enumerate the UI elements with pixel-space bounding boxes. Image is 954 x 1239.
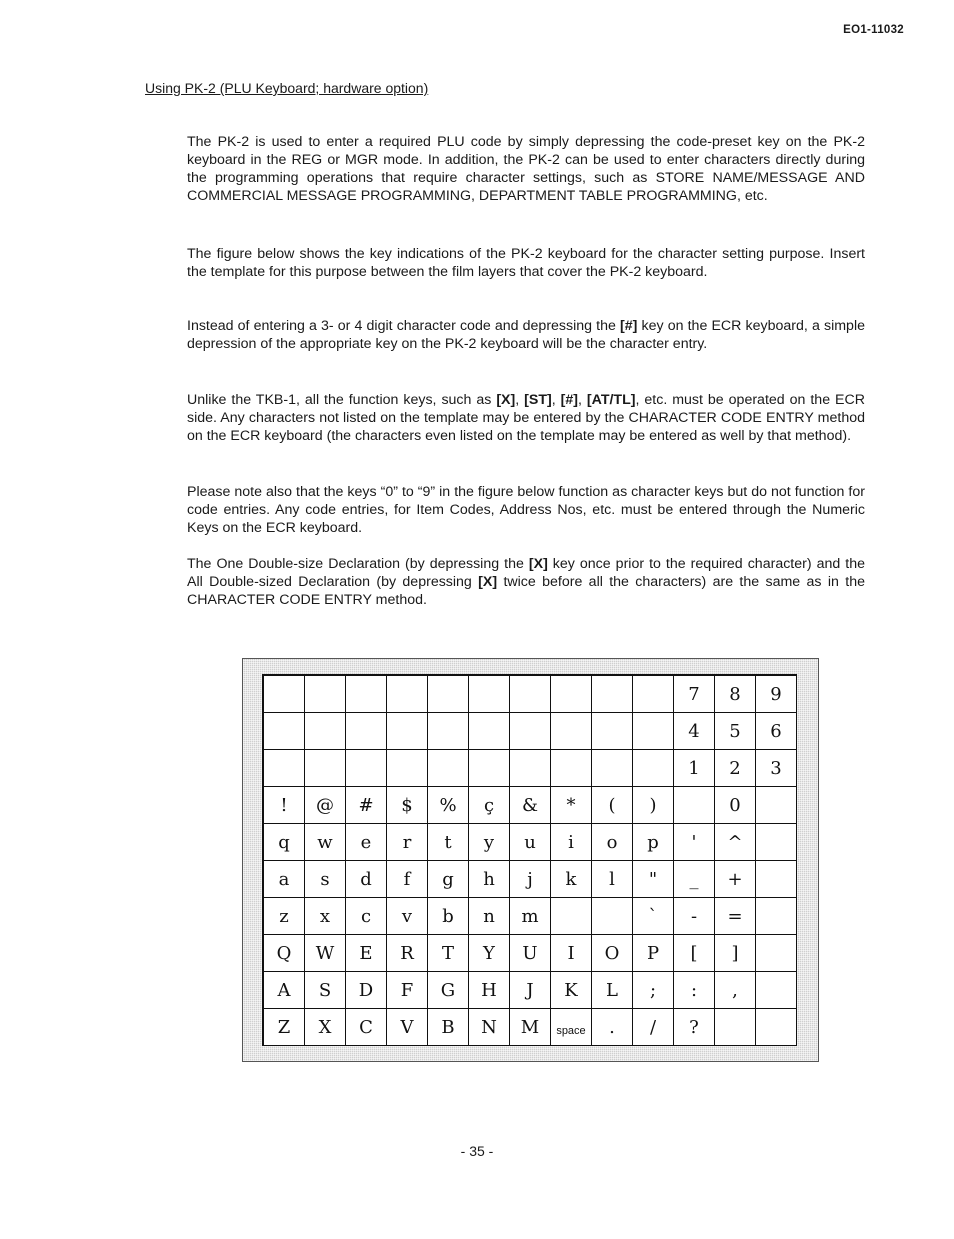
keyboard-key: G (428, 972, 469, 1009)
keyboard-key (756, 898, 797, 935)
page-number: - 35 - (460, 1143, 494, 1159)
keyboard-key (551, 898, 592, 935)
keyboard-key: O (592, 935, 633, 972)
keyboard-key: n (469, 898, 510, 935)
keyboard-key (346, 676, 387, 713)
keyboard-key: u (510, 824, 551, 861)
keyboard-key: X (305, 1009, 346, 1046)
keyboard-key: s (305, 861, 346, 898)
paragraph-pk2-usage: The PK-2 is used to enter a required PLU code by simply depressing the code-preset key on the PK-2 keyboard in the REG or MGR mode. In addition, the PK-2 can be used to enter characters directly during the programming operations that require character settings, such as STORE NAME/MESSAGE AND COMMERCIAL MESSAGE PROGRAMMING, DEPARTMENT TABLE PROGRAMMING, etc. (187, 134, 865, 204)
keyboard-key: C (346, 1009, 387, 1046)
keyboard-key (387, 750, 428, 787)
document-id: EO1-11032 (843, 24, 904, 36)
keyboard-key: 2 (715, 750, 756, 787)
keyboard-key: A (264, 972, 305, 1009)
keyboard-key (469, 676, 510, 713)
keyboard-key (264, 750, 305, 787)
keyboard-key: ( (592, 787, 633, 824)
keyboard-key (346, 713, 387, 750)
keyboard-key: x (305, 898, 346, 935)
keyboard-key: $ (387, 787, 428, 824)
keyboard-key (387, 713, 428, 750)
keyboard-key: 4 (674, 713, 715, 750)
keyboard-key (551, 713, 592, 750)
keyboard-key (551, 750, 592, 787)
keyboard-key (592, 676, 633, 713)
keyboard-key: H (469, 972, 510, 1009)
keyboard-key (510, 713, 551, 750)
keyboard-key: E (346, 935, 387, 972)
keyboard-key: ^ (715, 824, 756, 861)
keyboard-key: I (551, 935, 592, 972)
keyboard-key (469, 713, 510, 750)
keyboard-key: k (551, 861, 592, 898)
keyboard-key: [ (674, 935, 715, 972)
paragraph-template-insert: The figure below shows the key indications of the PK-2 keyboard for the character setting purpose. Insert the template for this purpose between the film layers that cover the PK-2 keyboard. (187, 246, 865, 280)
keyboard-key: % (428, 787, 469, 824)
keyboard-key (633, 676, 674, 713)
keyboard-key: d (346, 861, 387, 898)
keyboard-key (756, 861, 797, 898)
keyboard-key (633, 750, 674, 787)
keyboard-key: m (510, 898, 551, 935)
keyboard-key (551, 676, 592, 713)
keyboard-key: ` (633, 898, 674, 935)
keyboard-key: K (551, 972, 592, 1009)
paragraph-numeric-keys: Please note also that the keys “0” to “9” in the figure below function as character keys but do not function for code entries. Any code entries, for Item Codes, Address Nos, etc. must be entered through the Numeric Keys on the ECR keyboard. (187, 484, 865, 536)
keyboard-key: V (387, 1009, 428, 1046)
keyboard-key (428, 713, 469, 750)
keyboard-key: L (592, 972, 633, 1009)
keyboard-key (264, 676, 305, 713)
keyboard-key: J (510, 972, 551, 1009)
keyboard-key (592, 750, 633, 787)
keyboard-key: " (633, 861, 674, 898)
keyboard-key (305, 750, 346, 787)
keyboard-key: * (551, 787, 592, 824)
keyboard-key: 1 (674, 750, 715, 787)
keyboard-key: i (551, 824, 592, 861)
keyboard-key: 6 (756, 713, 797, 750)
keyboard-key (756, 1009, 797, 1046)
keyboard-key: & (510, 787, 551, 824)
keyboard-key: @ (305, 787, 346, 824)
keyboard-key: 5 (715, 713, 756, 750)
keyboard-key: o (592, 824, 633, 861)
keyboard-key: f (387, 861, 428, 898)
keyboard-key: p (633, 824, 674, 861)
keyboard-key: e (346, 824, 387, 861)
paragraph-double-size: The One Double-size Declaration (by depressing the [X] key once prior to the required character) and the All Double-sized Declaration (by depressing [X] twice before all the characters) are the same as in the CHARACTER CODE ENTRY method. (187, 556, 865, 608)
keyboard-key: j (510, 861, 551, 898)
keyboard-key: l (592, 861, 633, 898)
keyboard-key (387, 676, 428, 713)
keyboard-key: 0 (715, 787, 756, 824)
keyboard-key (756, 787, 797, 824)
keyboard-key: 3 (756, 750, 797, 787)
keyboard-key (469, 750, 510, 787)
keyboard-key: ; (633, 972, 674, 1009)
keyboard-key: z (264, 898, 305, 935)
keyboard-key: h (469, 861, 510, 898)
keyboard-key: = (715, 898, 756, 935)
keyboard-key: a (264, 861, 305, 898)
keyboard-key: : (674, 972, 715, 1009)
keyboard-key (715, 1009, 756, 1046)
keyboard-key: P (633, 935, 674, 972)
keyboard-key: g (428, 861, 469, 898)
keyboard-key (510, 750, 551, 787)
keyboard-key: M (510, 1009, 551, 1046)
keyboard-key: N (469, 1009, 510, 1046)
keyboard-key: ) (633, 787, 674, 824)
keyboard-key: ç (469, 787, 510, 824)
keyboard-key: r (387, 824, 428, 861)
keyboard-key: S (305, 972, 346, 1009)
section-heading: Using PK-2 (PLU Keyboard; hardware option) (145, 80, 429, 96)
keyboard-key: 7 (674, 676, 715, 713)
keyboard-key (592, 898, 633, 935)
keyboard-key: . (592, 1009, 633, 1046)
paragraph-function-keys: Unlike the TKB-1, all the function keys, such as [X], [ST], [#], [AT/TL], etc. must be operated on the ECR side. Any characters not listed on the template may be entered by the CHARACTER CODE ENTRY method on the ECR keyboard (the characters even listed on the template may be entered as well by that method). (187, 392, 865, 444)
keyboard-key: R (387, 935, 428, 972)
keyboard-key: + (715, 861, 756, 898)
keyboard-key: w (305, 824, 346, 861)
keyboard-key: _ (674, 861, 715, 898)
keyboard-key (428, 750, 469, 787)
keyboard-key: Q (264, 935, 305, 972)
keyboard-key (633, 713, 674, 750)
keyboard-key: t (428, 824, 469, 861)
keyboard-key: space (551, 1009, 592, 1046)
keyboard-key: ' (674, 824, 715, 861)
keyboard-key: - (674, 898, 715, 935)
keyboard-key (756, 972, 797, 1009)
keyboard-key (592, 713, 633, 750)
keyboard-key: W (305, 935, 346, 972)
paragraph-character-entry: Instead of entering a 3- or 4 digit character code and depressing the [#] key on the ECR keyboard, a simple depression of the appropriate key on the PK-2 keyboard will be the character entry. (187, 318, 865, 352)
keyboard-key: y (469, 824, 510, 861)
keyboard-key: ! (264, 787, 305, 824)
keyboard-key: 8 (715, 676, 756, 713)
keyboard-key: 9 (756, 676, 797, 713)
keyboard-key: D (346, 972, 387, 1009)
keyboard-key: q (264, 824, 305, 861)
keyboard-key-grid (262, 674, 797, 1046)
keyboard-key: v (387, 898, 428, 935)
keyboard-key (346, 750, 387, 787)
keyboard-key: / (633, 1009, 674, 1046)
keyboard-key (510, 676, 551, 713)
keyboard-key (305, 676, 346, 713)
keyboard-key (756, 935, 797, 972)
keyboard-key: c (346, 898, 387, 935)
keyboard-key: Y (469, 935, 510, 972)
keyboard-key: ? (674, 1009, 715, 1046)
keyboard-key: Z (264, 1009, 305, 1046)
keyboard-key: b (428, 898, 469, 935)
keyboard-key (264, 713, 305, 750)
keyboard-key: B (428, 1009, 469, 1046)
keyboard-key (428, 676, 469, 713)
keyboard-key: U (510, 935, 551, 972)
keyboard-key (756, 824, 797, 861)
keyboard-key: T (428, 935, 469, 972)
keyboard-key: ] (715, 935, 756, 972)
keyboard-key (674, 787, 715, 824)
keyboard-key: F (387, 972, 428, 1009)
keyboard-key: # (346, 787, 387, 824)
keyboard-key (305, 713, 346, 750)
keyboard-key: , (715, 972, 756, 1009)
